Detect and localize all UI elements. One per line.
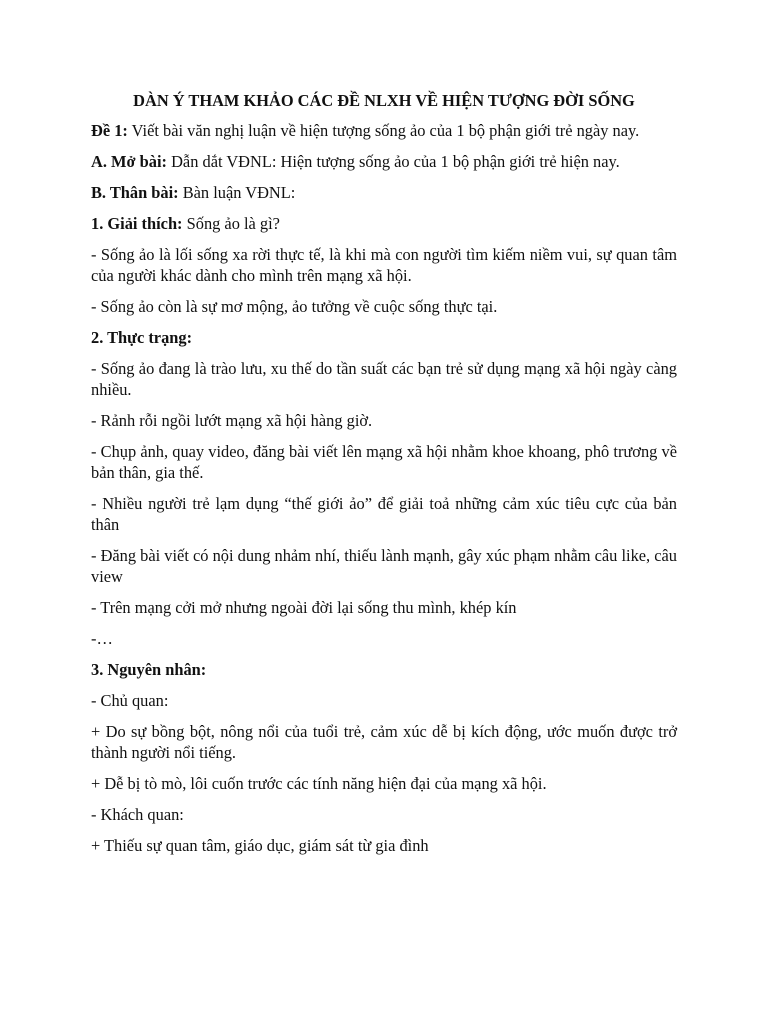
paragraph-label: A. Mở bài:	[91, 152, 167, 171]
paragraph-text: Viết bài văn nghị luận về hiện tượng sống ảo của 1 bộ phận giới trẻ ngày nay.	[127, 121, 640, 140]
paragraph-text: Sống ảo là gì?	[182, 214, 280, 233]
paragraph-text: - Chủ quan:	[91, 691, 169, 710]
paragraph-mo-bai	[91, 151, 677, 172]
paragraph-text: - Trên mạng cởi mở nhưng ngoài đời lại sống thu mình, khép kín	[91, 598, 517, 617]
paragraph-than-bai	[91, 182, 677, 203]
paragraph-text: -…	[91, 629, 113, 648]
paragraph-label: Đề 1:	[91, 121, 128, 140]
paragraph-text: - Khách quan:	[91, 805, 184, 824]
paragraph-item	[91, 721, 677, 763]
paragraph-text: + Dễ bị tò mò, lôi cuốn trước các tính năng hiện đại của mạng xã hội.	[91, 774, 547, 793]
paragraph-de-1	[91, 120, 677, 141]
paragraph-text: + Do sự bồng bột, nông nổi của tuổi trẻ, cảm xúc dễ bị kích động, ước muốn được trở thành người nổi tiếng.	[91, 722, 677, 762]
paragraph-item	[91, 804, 677, 825]
paragraph-item	[91, 628, 677, 649]
paragraph-label: 2. Thực trạng:	[91, 328, 193, 347]
paragraph-label: B. Thân bài:	[91, 183, 179, 202]
paragraph-item	[91, 358, 677, 400]
paragraph-giai-thich	[91, 213, 677, 234]
paragraph-text: - Chụp ảnh, quay video, đăng bài viết lên mạng xã hội nhằm khoe khoang, phô trương về bản thân, gia thế.	[91, 442, 677, 482]
paragraph-text: Dẫn dắt VĐNL: Hiện tượng sống ảo của 1 bộ phận giới trẻ hiện nay.	[167, 152, 620, 171]
paragraph-item	[91, 441, 677, 483]
paragraph-nguyen-nhan	[91, 659, 677, 680]
paragraph-text: - Sống ảo đang là trào lưu, xu thế do tần suất các bạn trẻ sử dụng mạng xã hội ngày càng nhiều.	[91, 359, 677, 399]
paragraph-item	[91, 597, 677, 618]
paragraph-text: - Sống ảo còn là sự mơ mộng, ảo tưởng về cuộc sống thực tại.	[91, 297, 498, 316]
paragraph-item	[91, 690, 677, 711]
paragraph-item	[91, 410, 677, 431]
paragraph-item	[91, 493, 677, 535]
paragraph-label: 3. Nguyên nhân:	[91, 660, 207, 679]
paragraph-item	[91, 244, 677, 286]
paragraph-text: - Nhiều người trẻ lạm dụng “thế giới ảo” để giải toả những cảm xúc tiêu cực của bản thân	[91, 494, 677, 534]
document-page	[91, 90, 677, 866]
paragraph-label: 1. Giải thích:	[91, 214, 183, 233]
paragraph-item	[91, 773, 677, 794]
paragraph-item	[91, 296, 677, 317]
paragraph-thuc-trang	[91, 327, 677, 348]
paragraph-text: Bàn luận VĐNL:	[178, 183, 296, 202]
document-title: DÀN Ý THAM KHẢO CÁC ĐỀ NLXH VỀ HIỆN TƯỢNG ĐỜI SỐNG	[133, 91, 635, 110]
paragraph-item	[91, 835, 677, 856]
paragraph-text: + Thiếu sự quan tâm, giáo dục, giám sát từ gia đình	[91, 836, 429, 855]
paragraph-text: - Sống ảo là lối sống xa rời thực tế, là khi mà con người tìm kiếm niềm vui, sự quan tâm của người khác dành cho mình trên mạng xã hội.	[91, 245, 677, 285]
paragraph-item	[91, 545, 677, 587]
paragraph-text: - Rảnh rỗi ngồi lướt mạng xã hội hàng giờ.	[91, 411, 373, 430]
paragraph-text: - Đăng bài viết có nội dung nhảm nhí, thiếu lành mạnh, gây xúc phạm nhằm câu like, câu view	[91, 546, 677, 586]
